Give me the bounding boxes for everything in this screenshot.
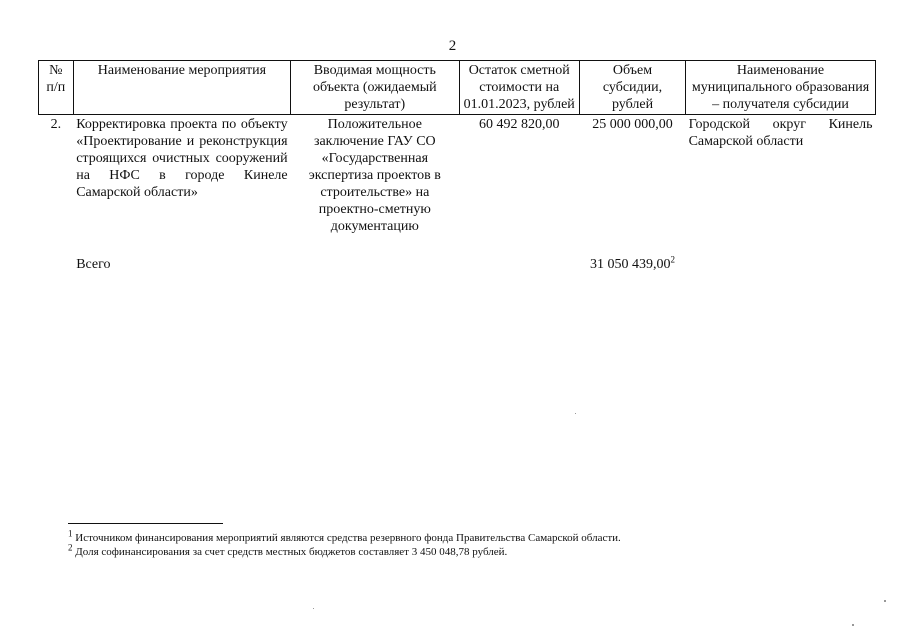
footnote-1-text: Источником финансирования мероприятий являются средства резервного фонда Правительства Самарской области. xyxy=(75,532,621,544)
footnote-2 xyxy=(68,542,848,559)
page-number: 2 xyxy=(448,38,457,54)
total-footnote-mark: 2 xyxy=(670,254,676,265)
remaining-cost: 60 492 820,00 xyxy=(478,117,560,132)
table-row xyxy=(39,115,876,237)
expected-result: Положительное заключение ГАУ СО «Государственная экспертиза проектов в строительстве» на проектно-сметную документацию xyxy=(308,117,441,234)
event-name: Корректировка проекта по объекту «Проектирование и реконструкция строящихся очистных сооружений на НФС в городе Кинеле Самарской области» xyxy=(76,117,288,200)
footnote-separator xyxy=(68,523,223,524)
header-recipient: Наименование муниципального образования – получателя субсидии xyxy=(686,61,876,115)
total-row xyxy=(39,236,876,274)
footnote-2-text: Доля софинансирования за счет средств местных бюджетов составляет 3 450 048,78 рублей. xyxy=(75,546,508,558)
scan-speck xyxy=(884,600,886,602)
row-number: 2. xyxy=(50,117,62,132)
table-header-row xyxy=(39,61,876,115)
footnotes xyxy=(68,528,848,559)
scan-speck xyxy=(575,413,576,414)
subsidy-table xyxy=(38,60,876,274)
subsidy-volume: 25 000 000,00 xyxy=(592,117,673,132)
scan-speck xyxy=(313,608,314,609)
recipient-name: Городской округ Кинель Самарской области xyxy=(688,117,873,149)
header-event-name: Наименование мероприятия xyxy=(73,61,290,115)
footnote-2-mark: 2 xyxy=(68,542,73,553)
total-value: 31 050 439,00 xyxy=(590,257,671,272)
header-subsidy-volume: Объем субсидии, рублей xyxy=(579,61,685,115)
header-remaining-cost: Остаток сметной стоимости на 01.01.2023, рублей xyxy=(459,61,579,115)
footnote-1 xyxy=(68,528,848,545)
header-num: № п/п xyxy=(39,61,74,115)
total-label: Всего xyxy=(76,257,111,272)
scan-speck xyxy=(852,624,854,626)
total-value-cell xyxy=(579,236,685,274)
footnote-1-mark: 1 xyxy=(68,528,73,539)
header-capacity: Вводимая мощность объекта (ожидаемый результат) xyxy=(291,61,459,115)
